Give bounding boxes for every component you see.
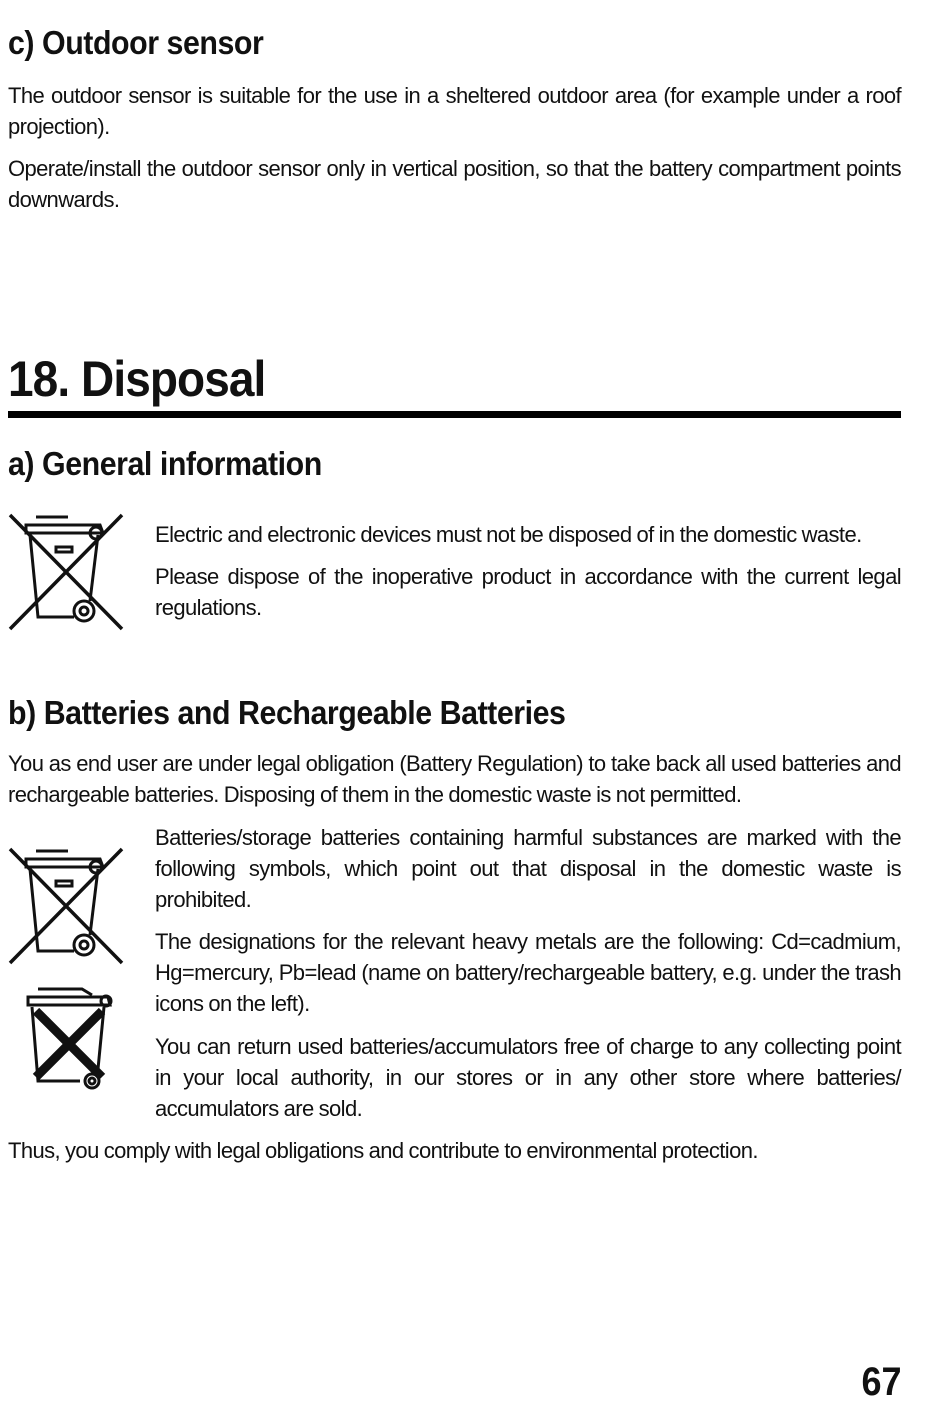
chapter-divider: [8, 411, 901, 418]
batteries-paragraph-2: The designations for the relevant heavy metals are the following: Cd=cadmium, Hg=mercury, Pb=lead (name on battery/rechargeable battery, e.g. under the trash icons on the left).: [155, 929, 901, 1016]
general-paragraph-1: Electric and electronic devices must not be disposed of in the domestic waste.: [155, 522, 862, 547]
batteries-paragraph-1: Batteries/storage batteries containing harmful substances are marked with the following symbols, which point out that disposal in the domestic waste is prohibited.: [155, 825, 901, 912]
page-number: 67: [860, 1360, 901, 1404]
crossed-out-wheelie-bin-icon: [8, 513, 124, 633]
crossed-out-wheelie-bin-icon: [8, 847, 124, 967]
batteries-intro-paragraph: You as end user are under legal obligation (Battery Regulation) to take back all used batteries and rechargeable batteries. Disposing of them in the domestic waste is not permitted.: [8, 751, 901, 807]
batteries-closing-paragraph: Thus, you comply with legal obligations and contribute to environmental protection.: [8, 1138, 758, 1163]
outdoor-sensor-paragraph-2: Operate/install the outdoor sensor only in vertical position, so that the battery compartment points downwards.: [8, 156, 901, 212]
batteries-heading: b) Batteries and Rechargeable Batteries: [8, 694, 566, 731]
outdoor-sensor-heading: c) Outdoor sensor: [8, 24, 264, 61]
crossed-out-battery-bin-icon: [20, 985, 116, 1095]
general-paragraph-2: Please dispose of the inoperative product in accordance with the current legal regulations.: [155, 564, 901, 620]
outdoor-sensor-paragraph-1: The outdoor sensor is suitable for the use in a sheltered outdoor area (for example under a roof projection).: [8, 83, 901, 139]
disposal-chapter-title: 18. Disposal: [8, 351, 266, 407]
batteries-paragraph-3: You can return used batteries/accumulators free of charge to any collecting point in your local authority, in our stores or in any other store where batteries/ accumulators are sold.: [155, 1034, 901, 1121]
general-information-heading: a) General information: [8, 445, 322, 482]
